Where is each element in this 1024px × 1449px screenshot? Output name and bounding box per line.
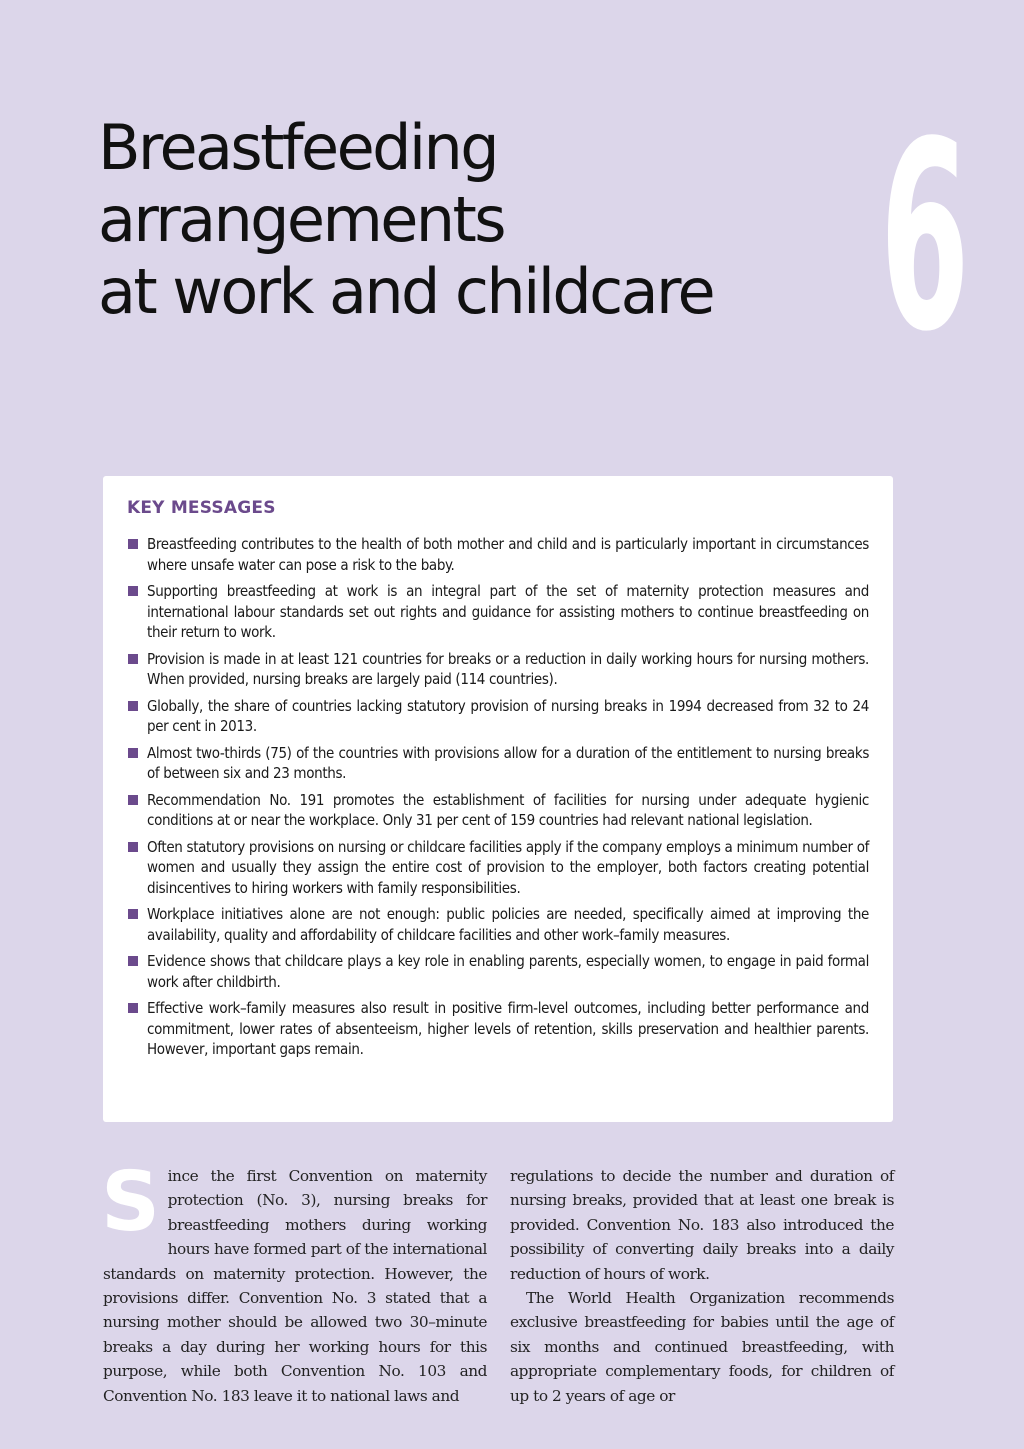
key-message-text: Often statutory provisions on nursing or childcare facilities apply if the company employs a minimum number of women and usually they assign the entire cost of provision to the employer, both factors creating potential disincentives to hiring workers with family responsibilities. [147, 837, 869, 897]
key-message-text: Effective work–family measures also result in positive firm-level outcomes, including better performance and commitment, lower rates of absenteeism, higher levels of retention, skills preservation and healthier parents. However, important gaps remain. [147, 999, 869, 1058]
list-item [127, 649, 869, 690]
key-message-text: Provision is made in at least 121 countries for breaks or a reduction in daily working hours for nursing mothers. When provided, nursing breaks are largely paid (114 countries). [147, 649, 869, 688]
square-bullet-icon [128, 654, 138, 664]
list-item [127, 743, 869, 784]
key-message-text: Globally, the share of countries lacking statutory provision of nursing breaks in 1994 decreased from 32 to 24 per cent in 2013. [147, 696, 869, 735]
key-message-text: Evidence shows that childcare plays a key role in enabling parents, especially women, to engage in paid formal work after childbirth. [147, 952, 869, 991]
square-bullet-icon [128, 701, 138, 711]
list-item [127, 581, 869, 643]
key-messages-heading: KEY MESSAGES [127, 498, 276, 518]
list-item [127, 904, 869, 945]
body-paragraph: The World Health Organization recommends exclusive breastfeeding for babies until the age of six months and continued breastfeeding, with appropriate complementary foods, for children of up to 2 years of age or [510, 1289, 894, 1405]
body-paragraph-text: ince the first Convention on maternity protection (No. 3), nursing breaks for breastfeeding mothers during working hours have formed part of the international standards on maternity protection. However, the provisions differ. Convention No. 3 stated that a nursing mother should be allowed two 30–minute breaks a day during her working hours for this purpose, while both Convention No. 103 and Convention No. 183 leave it to national laws and [103, 1167, 487, 1405]
chapter-title [98, 112, 898, 328]
chapter-number: 6 [880, 87, 970, 389]
list-item [127, 998, 869, 1060]
key-messages-list [127, 534, 869, 1066]
chapter-title-line-1: Breastfeeding arrangements [98, 111, 504, 256]
square-bullet-icon [128, 748, 138, 758]
list-item [127, 951, 869, 992]
key-message-text: Almost two-thirds (75) of the countries with provisions allow for a duration of the entitlement to nursing breaks of between six and 23 months. [147, 743, 869, 782]
square-bullet-icon [128, 842, 138, 852]
square-bullet-icon [128, 1003, 138, 1013]
body-column-left [101, 1155, 487, 1408]
body-paragraph [101, 1155, 487, 1408]
square-bullet-icon [128, 956, 138, 966]
key-messages-box [103, 476, 893, 1122]
key-message-text: Supporting breastfeeding at work is an integral part of the set of maternity protection measures and international labour standards set out rights and guidance for assisting mothers to continue breastfeeding on their return to work. [147, 582, 869, 641]
list-item [127, 790, 869, 831]
chapter-title-line-2: at work and childcare [98, 255, 714, 328]
list-item [127, 837, 869, 899]
body-paragraph: regulations to decide the number and duration of nursing breaks, provided that at least one break is provided. Convention No. 183 also introduced the possibility of converting daily breaks into a daily reduction of hours of work. [510, 1167, 894, 1283]
square-bullet-icon [128, 909, 138, 919]
list-item [127, 696, 869, 737]
key-message-text: Breastfeeding contributes to the health of both mother and child and is particularly important in circumstances where unsafe water can pose a risk to the baby. [147, 535, 869, 574]
square-bullet-icon [128, 795, 138, 805]
drop-cap: S [101, 1155, 160, 1250]
square-bullet-icon [128, 586, 138, 596]
key-message-text: Recommendation No. 191 promotes the establishment of facilities for nursing under adequate hygienic conditions at or near the workplace. Only 31 per cent of 159 countries had relevant national legislation. [147, 790, 869, 829]
list-item [127, 534, 869, 575]
key-message-text: Workplace initiatives alone are not enough: public policies are needed, specifically aimed at improving the availability, quality and affordability of childcare facilities and other work–family measures. [147, 905, 869, 944]
square-bullet-icon [128, 539, 138, 549]
body-column-right [510, 1164, 894, 1408]
